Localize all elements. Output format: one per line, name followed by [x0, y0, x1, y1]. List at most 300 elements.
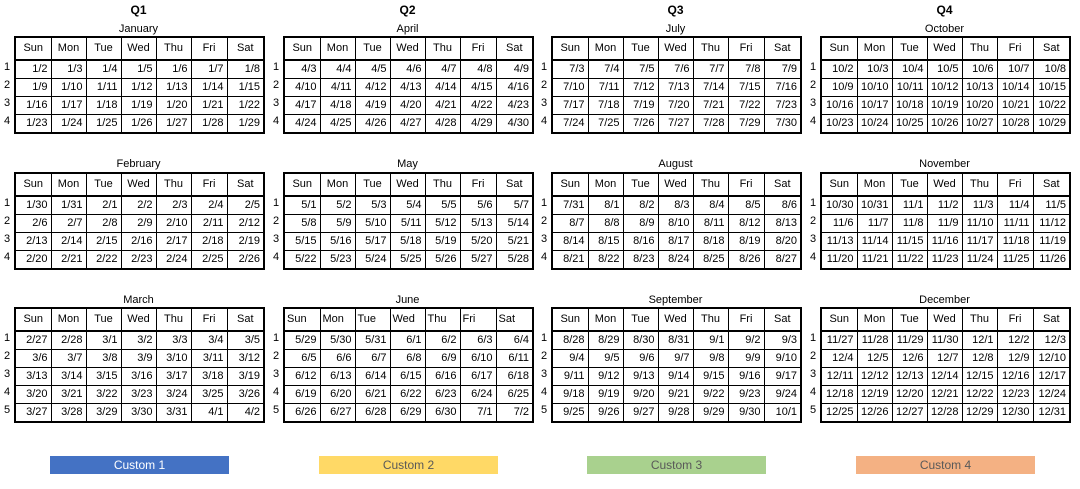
- date-cell[interactable]: 2/23: [121, 251, 156, 270]
- date-cell[interactable]: 7/12: [623, 79, 658, 97]
- date-cell[interactable]: 7/26: [623, 115, 658, 134]
- date-cell[interactable]: 9/18: [552, 386, 588, 404]
- date-cell[interactable]: 5/6: [460, 196, 496, 215]
- date-cell[interactable]: 12/1: [962, 331, 997, 350]
- date-cell[interactable]: 5/11: [390, 215, 425, 233]
- date-cell[interactable]: 7/11: [588, 79, 623, 97]
- date-cell[interactable]: 6/21: [355, 386, 390, 404]
- date-cell[interactable]: 10/7: [997, 60, 1033, 79]
- date-cell[interactable]: 8/29: [588, 331, 623, 350]
- date-cell[interactable]: 11/30: [927, 331, 962, 350]
- date-cell[interactable]: 11/25: [997, 251, 1033, 270]
- date-cell[interactable]: 10/22: [1033, 97, 1070, 115]
- date-cell[interactable]: 1/7: [191, 60, 227, 79]
- date-cell[interactable]: 8/3: [658, 196, 693, 215]
- date-cell[interactable]: 3/7: [51, 350, 86, 368]
- date-cell[interactable]: 5/30: [320, 331, 355, 350]
- date-cell[interactable]: 6/9: [425, 350, 460, 368]
- date-cell[interactable]: 12/22: [962, 386, 997, 404]
- date-cell[interactable]: 3/3: [156, 331, 191, 350]
- date-cell[interactable]: 8/7: [552, 215, 588, 233]
- date-cell[interactable]: 3/19: [227, 368, 264, 386]
- date-cell[interactable]: 5/17: [355, 233, 390, 251]
- date-cell[interactable]: 2/9: [121, 215, 156, 233]
- date-cell[interactable]: 6/6: [320, 350, 355, 368]
- date-cell[interactable]: 2/2: [121, 196, 156, 215]
- date-cell[interactable]: 2/1: [86, 196, 121, 215]
- date-cell[interactable]: 9/29: [693, 404, 728, 423]
- date-cell[interactable]: 1/17: [51, 97, 86, 115]
- date-cell[interactable]: 1/12: [121, 79, 156, 97]
- date-cell[interactable]: 2/11: [191, 215, 227, 233]
- date-cell[interactable]: 3/4: [191, 331, 227, 350]
- date-cell[interactable]: 7/22: [728, 97, 764, 115]
- date-cell[interactable]: 2/17: [156, 233, 191, 251]
- date-cell[interactable]: 9/8: [693, 350, 728, 368]
- date-cell[interactable]: 12/18: [821, 386, 857, 404]
- date-cell[interactable]: 8/9: [623, 215, 658, 233]
- date-cell[interactable]: 8/11: [693, 215, 728, 233]
- date-cell[interactable]: 10/9: [821, 79, 857, 97]
- date-cell[interactable]: 7/7: [693, 60, 728, 79]
- date-cell[interactable]: 1/2: [15, 60, 51, 79]
- date-cell[interactable]: 8/22: [588, 251, 623, 270]
- date-cell[interactable]: 10/21: [997, 97, 1033, 115]
- date-cell[interactable]: 4/25: [320, 115, 355, 134]
- date-cell[interactable]: 10/18: [892, 97, 927, 115]
- date-cell[interactable]: 7/25: [588, 115, 623, 134]
- date-cell[interactable]: 9/12: [588, 368, 623, 386]
- date-cell[interactable]: 10/31: [857, 196, 892, 215]
- date-cell[interactable]: 10/26: [927, 115, 962, 134]
- date-cell[interactable]: 5/7: [496, 196, 533, 215]
- date-cell[interactable]: 1/23: [15, 115, 51, 134]
- date-cell[interactable]: 6/29: [390, 404, 425, 423]
- date-cell[interactable]: 12/3: [1033, 331, 1070, 350]
- date-cell[interactable]: 11/26: [1033, 251, 1070, 270]
- date-cell[interactable]: 9/2: [728, 331, 764, 350]
- date-cell[interactable]: 8/8: [588, 215, 623, 233]
- date-cell[interactable]: 5/5: [425, 196, 460, 215]
- date-cell[interactable]: 3/5: [227, 331, 264, 350]
- date-cell[interactable]: 10/25: [892, 115, 927, 134]
- date-cell[interactable]: 4/7: [425, 60, 460, 79]
- date-cell[interactable]: 3/1: [86, 331, 121, 350]
- date-cell[interactable]: 3/16: [121, 368, 156, 386]
- date-cell[interactable]: 5/27: [460, 251, 496, 270]
- date-cell[interactable]: 10/30: [821, 196, 857, 215]
- date-cell[interactable]: 3/29: [86, 404, 121, 423]
- date-cell[interactable]: 1/10: [51, 79, 86, 97]
- date-cell[interactable]: 3/27: [15, 404, 51, 423]
- date-cell[interactable]: 1/14: [191, 79, 227, 97]
- date-cell[interactable]: 11/28: [857, 331, 892, 350]
- date-cell[interactable]: 10/13: [962, 79, 997, 97]
- date-cell[interactable]: 1/18: [86, 97, 121, 115]
- date-cell[interactable]: 1/8: [227, 60, 264, 79]
- date-cell[interactable]: 4/18: [320, 97, 355, 115]
- date-cell[interactable]: 8/4: [693, 196, 728, 215]
- date-cell[interactable]: 6/5: [284, 350, 320, 368]
- date-cell[interactable]: 12/13: [892, 368, 927, 386]
- date-cell[interactable]: 3/28: [51, 404, 86, 423]
- date-cell[interactable]: 10/12: [927, 79, 962, 97]
- date-cell[interactable]: 6/2: [425, 331, 460, 350]
- date-cell[interactable]: 5/24: [355, 251, 390, 270]
- date-cell[interactable]: 6/22: [390, 386, 425, 404]
- date-cell[interactable]: 12/11: [821, 368, 857, 386]
- date-cell[interactable]: 10/4: [892, 60, 927, 79]
- date-cell[interactable]: 10/11: [892, 79, 927, 97]
- date-cell[interactable]: 12/8: [962, 350, 997, 368]
- date-cell[interactable]: 9/11: [552, 368, 588, 386]
- date-cell[interactable]: 4/11: [320, 79, 355, 97]
- date-cell[interactable]: 8/12: [728, 215, 764, 233]
- date-cell[interactable]: 1/25: [86, 115, 121, 134]
- date-cell[interactable]: 2/5: [227, 196, 264, 215]
- date-cell[interactable]: 9/16: [728, 368, 764, 386]
- date-cell[interactable]: 9/19: [588, 386, 623, 404]
- date-cell[interactable]: 6/30: [425, 404, 460, 423]
- date-cell[interactable]: 6/12: [284, 368, 320, 386]
- date-cell[interactable]: 3/21: [51, 386, 86, 404]
- date-cell[interactable]: 6/24: [460, 386, 496, 404]
- date-cell[interactable]: 5/19: [425, 233, 460, 251]
- date-cell[interactable]: 3/26: [227, 386, 264, 404]
- date-cell[interactable]: 11/6: [821, 215, 857, 233]
- date-cell[interactable]: 12/14: [927, 368, 962, 386]
- date-cell[interactable]: 9/4: [552, 350, 588, 368]
- date-cell[interactable]: 7/1: [460, 404, 496, 423]
- date-cell[interactable]: 9/22: [693, 386, 728, 404]
- date-cell[interactable]: 10/15: [1033, 79, 1070, 97]
- date-cell[interactable]: 8/20: [764, 233, 801, 251]
- date-cell[interactable]: 7/15: [728, 79, 764, 97]
- date-cell[interactable]: 5/10: [355, 215, 390, 233]
- date-cell[interactable]: 6/17: [460, 368, 496, 386]
- date-cell[interactable]: 8/14: [552, 233, 588, 251]
- date-cell[interactable]: 1/15: [227, 79, 264, 97]
- date-cell[interactable]: 11/1: [892, 196, 927, 215]
- date-cell[interactable]: 4/29: [460, 115, 496, 134]
- date-cell[interactable]: 7/18: [588, 97, 623, 115]
- date-cell[interactable]: 8/25: [693, 251, 728, 270]
- date-cell[interactable]: 1/30: [15, 196, 51, 215]
- date-cell[interactable]: 8/24: [658, 251, 693, 270]
- date-cell[interactable]: 9/24: [764, 386, 801, 404]
- date-cell[interactable]: 11/7: [857, 215, 892, 233]
- date-cell[interactable]: 4/9: [496, 60, 533, 79]
- date-cell[interactable]: 12/25: [821, 404, 857, 423]
- date-cell[interactable]: 7/4: [588, 60, 623, 79]
- date-cell[interactable]: 7/27: [658, 115, 693, 134]
- date-cell[interactable]: 4/30: [496, 115, 533, 134]
- date-cell[interactable]: 7/29: [728, 115, 764, 134]
- date-cell[interactable]: 2/16: [121, 233, 156, 251]
- date-cell[interactable]: 9/7: [658, 350, 693, 368]
- date-cell[interactable]: 5/29: [284, 331, 320, 350]
- date-cell[interactable]: 11/12: [1033, 215, 1070, 233]
- date-cell[interactable]: 11/5: [1033, 196, 1070, 215]
- date-cell[interactable]: 7/30: [764, 115, 801, 134]
- date-cell[interactable]: 8/16: [623, 233, 658, 251]
- date-cell[interactable]: 2/21: [51, 251, 86, 270]
- date-cell[interactable]: 12/19: [857, 386, 892, 404]
- date-cell[interactable]: 11/20: [821, 251, 857, 270]
- date-cell[interactable]: 3/23: [121, 386, 156, 404]
- date-cell[interactable]: 6/1: [390, 331, 425, 350]
- date-cell[interactable]: 1/29: [227, 115, 264, 134]
- date-cell[interactable]: 6/15: [390, 368, 425, 386]
- date-cell[interactable]: 11/19: [1033, 233, 1070, 251]
- date-cell[interactable]: 6/8: [390, 350, 425, 368]
- date-cell[interactable]: 10/28: [997, 115, 1033, 134]
- date-cell[interactable]: 5/31: [355, 331, 390, 350]
- date-cell[interactable]: 12/27: [892, 404, 927, 423]
- date-cell[interactable]: 4/3: [284, 60, 320, 79]
- date-cell[interactable]: 7/6: [658, 60, 693, 79]
- date-cell[interactable]: 2/15: [86, 233, 121, 251]
- date-cell[interactable]: 12/9: [997, 350, 1033, 368]
- date-cell[interactable]: 1/3: [51, 60, 86, 79]
- date-cell[interactable]: 4/6: [390, 60, 425, 79]
- date-cell[interactable]: 4/1: [191, 404, 227, 423]
- date-cell[interactable]: 11/14: [857, 233, 892, 251]
- date-cell[interactable]: 8/26: [728, 251, 764, 270]
- date-cell[interactable]: 4/23: [496, 97, 533, 115]
- date-cell[interactable]: 1/5: [121, 60, 156, 79]
- date-cell[interactable]: 11/29: [892, 331, 927, 350]
- date-cell[interactable]: 10/8: [1033, 60, 1070, 79]
- date-cell[interactable]: 5/13: [460, 215, 496, 233]
- date-cell[interactable]: 4/4: [320, 60, 355, 79]
- date-cell[interactable]: 5/15: [284, 233, 320, 251]
- date-cell[interactable]: 11/17: [962, 233, 997, 251]
- date-cell[interactable]: 8/1: [588, 196, 623, 215]
- date-cell[interactable]: 6/27: [320, 404, 355, 423]
- date-cell[interactable]: 6/28: [355, 404, 390, 423]
- date-cell[interactable]: 6/26: [284, 404, 320, 423]
- date-cell[interactable]: 4/24: [284, 115, 320, 134]
- date-cell[interactable]: 2/10: [156, 215, 191, 233]
- date-cell[interactable]: 12/16: [997, 368, 1033, 386]
- date-cell[interactable]: 9/3: [764, 331, 801, 350]
- date-cell[interactable]: 4/27: [390, 115, 425, 134]
- date-cell[interactable]: 10/29: [1033, 115, 1070, 134]
- date-cell[interactable]: 4/10: [284, 79, 320, 97]
- date-cell[interactable]: 10/20: [962, 97, 997, 115]
- date-cell[interactable]: 3/2: [121, 331, 156, 350]
- date-cell[interactable]: 10/19: [927, 97, 962, 115]
- date-cell[interactable]: 7/21: [693, 97, 728, 115]
- date-cell[interactable]: 10/23: [821, 115, 857, 134]
- date-cell[interactable]: 2/26: [227, 251, 264, 270]
- date-cell[interactable]: 1/4: [86, 60, 121, 79]
- date-cell[interactable]: 3/25: [191, 386, 227, 404]
- date-cell[interactable]: 3/8: [86, 350, 121, 368]
- date-cell[interactable]: 7/24: [552, 115, 588, 134]
- date-cell[interactable]: 3/20: [15, 386, 51, 404]
- date-cell[interactable]: 1/20: [156, 97, 191, 115]
- date-cell[interactable]: 6/11: [496, 350, 533, 368]
- date-cell[interactable]: 7/2: [496, 404, 533, 423]
- date-cell[interactable]: 6/13: [320, 368, 355, 386]
- date-cell[interactable]: 2/8: [86, 215, 121, 233]
- date-cell[interactable]: 4/22: [460, 97, 496, 115]
- date-cell[interactable]: 10/17: [857, 97, 892, 115]
- date-cell[interactable]: 12/31: [1033, 404, 1070, 423]
- date-cell[interactable]: 12/7: [927, 350, 962, 368]
- date-cell[interactable]: 3/22: [86, 386, 121, 404]
- date-cell[interactable]: 5/12: [425, 215, 460, 233]
- date-cell[interactable]: 3/13: [15, 368, 51, 386]
- date-cell[interactable]: 6/16: [425, 368, 460, 386]
- date-cell[interactable]: 2/18: [191, 233, 227, 251]
- date-cell[interactable]: 9/26: [588, 404, 623, 423]
- date-cell[interactable]: 7/3: [552, 60, 588, 79]
- date-cell[interactable]: 4/5: [355, 60, 390, 79]
- date-cell[interactable]: 4/19: [355, 97, 390, 115]
- date-cell[interactable]: 7/23: [764, 97, 801, 115]
- date-cell[interactable]: 9/23: [728, 386, 764, 404]
- date-cell[interactable]: 1/27: [156, 115, 191, 134]
- date-cell[interactable]: 9/21: [658, 386, 693, 404]
- date-cell[interactable]: 9/9: [728, 350, 764, 368]
- date-cell[interactable]: 3/9: [121, 350, 156, 368]
- date-cell[interactable]: 2/20: [15, 251, 51, 270]
- date-cell[interactable]: 8/18: [693, 233, 728, 251]
- date-cell[interactable]: 9/27: [623, 404, 658, 423]
- date-cell[interactable]: 8/23: [623, 251, 658, 270]
- date-cell[interactable]: 4/26: [355, 115, 390, 134]
- date-cell[interactable]: 5/23: [320, 251, 355, 270]
- date-cell[interactable]: 9/17: [764, 368, 801, 386]
- date-cell[interactable]: 6/19: [284, 386, 320, 404]
- date-cell[interactable]: 11/4: [997, 196, 1033, 215]
- date-cell[interactable]: 10/27: [962, 115, 997, 134]
- date-cell[interactable]: 4/15: [460, 79, 496, 97]
- date-cell[interactable]: 5/20: [460, 233, 496, 251]
- date-cell[interactable]: 11/18: [997, 233, 1033, 251]
- date-cell[interactable]: 1/22: [227, 97, 264, 115]
- date-cell[interactable]: 2/22: [86, 251, 121, 270]
- date-cell[interactable]: 4/13: [390, 79, 425, 97]
- date-cell[interactable]: 3/24: [156, 386, 191, 404]
- date-cell[interactable]: 8/17: [658, 233, 693, 251]
- date-cell[interactable]: 1/6: [156, 60, 191, 79]
- date-cell[interactable]: 5/18: [390, 233, 425, 251]
- date-cell[interactable]: 9/6: [623, 350, 658, 368]
- date-cell[interactable]: 1/16: [15, 97, 51, 115]
- date-cell[interactable]: 5/4: [390, 196, 425, 215]
- date-cell[interactable]: 11/13: [821, 233, 857, 251]
- date-cell[interactable]: 7/19: [623, 97, 658, 115]
- date-cell[interactable]: 9/14: [658, 368, 693, 386]
- date-cell[interactable]: 3/12: [227, 350, 264, 368]
- date-cell[interactable]: 5/26: [425, 251, 460, 270]
- date-cell[interactable]: 12/24: [1033, 386, 1070, 404]
- date-cell[interactable]: 5/14: [496, 215, 533, 233]
- date-cell[interactable]: 10/1: [764, 404, 801, 423]
- date-cell[interactable]: 10/2: [821, 60, 857, 79]
- date-cell[interactable]: 1/9: [15, 79, 51, 97]
- date-cell[interactable]: 7/9: [764, 60, 801, 79]
- date-cell[interactable]: 11/22: [892, 251, 927, 270]
- date-cell[interactable]: 10/24: [857, 115, 892, 134]
- date-cell[interactable]: 5/16: [320, 233, 355, 251]
- date-cell[interactable]: 7/17: [552, 97, 588, 115]
- date-cell[interactable]: 5/9: [320, 215, 355, 233]
- date-cell[interactable]: 8/15: [588, 233, 623, 251]
- date-cell[interactable]: 7/31: [552, 196, 588, 215]
- date-cell[interactable]: 11/2: [927, 196, 962, 215]
- date-cell[interactable]: 11/16: [927, 233, 962, 251]
- date-cell[interactable]: 5/28: [496, 251, 533, 270]
- date-cell[interactable]: 2/14: [51, 233, 86, 251]
- date-cell[interactable]: 8/10: [658, 215, 693, 233]
- date-cell[interactable]: 9/20: [623, 386, 658, 404]
- date-cell[interactable]: 1/24: [51, 115, 86, 134]
- date-cell[interactable]: 2/25: [191, 251, 227, 270]
- date-cell[interactable]: 9/10: [764, 350, 801, 368]
- date-cell[interactable]: 12/20: [892, 386, 927, 404]
- date-cell[interactable]: 4/20: [390, 97, 425, 115]
- date-cell[interactable]: 3/18: [191, 368, 227, 386]
- date-cell[interactable]: 6/3: [460, 331, 496, 350]
- date-cell[interactable]: 3/17: [156, 368, 191, 386]
- date-cell[interactable]: 2/28: [51, 331, 86, 350]
- date-cell[interactable]: 10/10: [857, 79, 892, 97]
- date-cell[interactable]: 12/23: [997, 386, 1033, 404]
- date-cell[interactable]: 5/2: [320, 196, 355, 215]
- date-cell[interactable]: 8/13: [764, 215, 801, 233]
- date-cell[interactable]: 2/27: [15, 331, 51, 350]
- date-cell[interactable]: 8/28: [552, 331, 588, 350]
- date-cell[interactable]: 3/11: [191, 350, 227, 368]
- date-cell[interactable]: 6/4: [496, 331, 533, 350]
- date-cell[interactable]: 7/14: [693, 79, 728, 97]
- date-cell[interactable]: 10/16: [821, 97, 857, 115]
- date-cell[interactable]: 12/12: [857, 368, 892, 386]
- date-cell[interactable]: 6/23: [425, 386, 460, 404]
- date-cell[interactable]: 5/8: [284, 215, 320, 233]
- date-cell[interactable]: 6/20: [320, 386, 355, 404]
- date-cell[interactable]: 12/30: [997, 404, 1033, 423]
- date-cell[interactable]: 1/11: [86, 79, 121, 97]
- date-cell[interactable]: 12/29: [962, 404, 997, 423]
- date-cell[interactable]: 4/8: [460, 60, 496, 79]
- date-cell[interactable]: 4/21: [425, 97, 460, 115]
- date-cell[interactable]: 12/5: [857, 350, 892, 368]
- date-cell[interactable]: 12/10: [1033, 350, 1070, 368]
- date-cell[interactable]: 8/30: [623, 331, 658, 350]
- date-cell[interactable]: 4/28: [425, 115, 460, 134]
- date-cell[interactable]: 4/2: [227, 404, 264, 423]
- date-cell[interactable]: 12/17: [1033, 368, 1070, 386]
- date-cell[interactable]: 8/19: [728, 233, 764, 251]
- date-cell[interactable]: 1/31: [51, 196, 86, 215]
- date-cell[interactable]: 6/25: [496, 386, 533, 404]
- date-cell[interactable]: 6/10: [460, 350, 496, 368]
- date-cell[interactable]: 7/5: [623, 60, 658, 79]
- date-cell[interactable]: 11/15: [892, 233, 927, 251]
- date-cell[interactable]: 3/31: [156, 404, 191, 423]
- date-cell[interactable]: 3/30: [121, 404, 156, 423]
- date-cell[interactable]: 12/15: [962, 368, 997, 386]
- date-cell[interactable]: 7/10: [552, 79, 588, 97]
- date-cell[interactable]: 4/17: [284, 97, 320, 115]
- date-cell[interactable]: 7/8: [728, 60, 764, 79]
